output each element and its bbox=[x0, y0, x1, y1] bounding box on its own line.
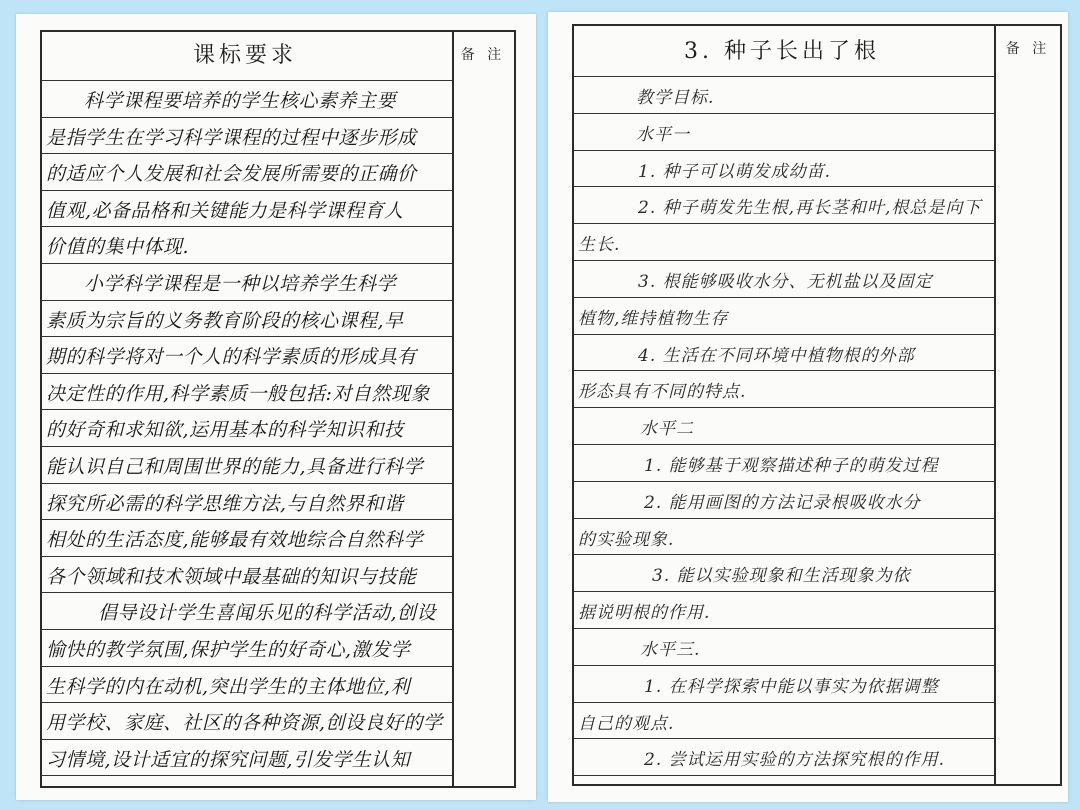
handwritten-line: 4. 生活在不同环境中植物根的外部 bbox=[638, 345, 915, 366]
handwritten-line: 用学校、家庭、社区的各种资源,创设良好的学 bbox=[46, 712, 443, 735]
ruled-line bbox=[42, 117, 452, 118]
handwritten-line: 相处的生活态度,能够最有效地综合自然科学 bbox=[46, 529, 424, 552]
ruled-line bbox=[574, 334, 994, 335]
handwritten-line: 2. 能用画图的方法记录根吸收水分 bbox=[644, 492, 921, 513]
ruled-line bbox=[42, 190, 452, 191]
ruled-line bbox=[42, 409, 452, 410]
handwritten-line: 价值的集中体现. bbox=[46, 236, 190, 259]
handwritten-line: 是指学生在学习科学课程的过程中逐步形成 bbox=[46, 126, 417, 149]
ruled-line bbox=[574, 150, 994, 151]
ruled-line bbox=[574, 113, 994, 114]
ruled-line bbox=[42, 300, 452, 301]
right-notes-column bbox=[994, 26, 996, 784]
ruled-line bbox=[42, 263, 452, 264]
ruled-line bbox=[42, 666, 452, 667]
handwritten-line: 生科学的内在动机,突出学生的主体地位,利 bbox=[46, 675, 411, 698]
left-notes-header: 备 注 bbox=[460, 47, 506, 63]
handwritten-line: 水平一 bbox=[636, 124, 690, 145]
handwritten-line: 习情境,设计适宜的探究问题,引发学生认知 bbox=[46, 748, 411, 771]
right-page-title: 3. 种子长出了根 bbox=[684, 39, 880, 64]
handwritten-line: 水平三. bbox=[640, 640, 701, 660]
ruled-line bbox=[574, 186, 994, 187]
handwritten-line: 能认识自己和周围世界的能力,具备进行科学 bbox=[46, 456, 424, 478]
handwritten-line: 愉快的教学氛围,保护学生的好奇心,激发学 bbox=[46, 639, 411, 661]
right-notebook-page bbox=[548, 12, 1068, 802]
ruled-line bbox=[42, 226, 452, 227]
ruled-line bbox=[574, 518, 994, 519]
ruled-line bbox=[42, 592, 452, 593]
ruled-line bbox=[42, 556, 452, 557]
handwritten-line: 2. 尝试运用实验的方法探究根的作用. bbox=[644, 750, 946, 771]
ruled-line bbox=[42, 702, 452, 703]
handwritten-line: 科学课程要培养的学生核心素养主要 bbox=[84, 90, 397, 112]
handwritten-line: 1. 能够基于观察描述种子的萌发过程 bbox=[644, 456, 939, 476]
ruled-line bbox=[574, 76, 994, 77]
ruled-line bbox=[42, 739, 452, 740]
left-notes-column bbox=[452, 32, 454, 786]
ruled-line bbox=[574, 738, 994, 739]
right-notes-header: 备 注 bbox=[1005, 41, 1051, 57]
handwritten-line: 教学目标. bbox=[636, 88, 715, 108]
ruled-line bbox=[574, 444, 994, 445]
ruled-line bbox=[574, 591, 994, 592]
ruled-line bbox=[42, 483, 452, 484]
handwritten-line: 1. 在科学探索中能以事实为依据调整 bbox=[644, 676, 939, 697]
handwritten-line: 2. 种子萌发先生根,再长茎和叶,根总是向下 bbox=[638, 198, 982, 219]
ruled-line bbox=[574, 775, 994, 776]
handwritten-line: 据说明根的作用. bbox=[578, 603, 711, 624]
handwritten-line: 各个领域和技术领域中最基础的知识与技能 bbox=[46, 565, 417, 588]
ruled-line bbox=[42, 446, 452, 447]
handwritten-line: 自己的观点. bbox=[578, 713, 675, 734]
ruled-line bbox=[574, 481, 994, 482]
handwritten-line: 探究所必需的科学思维方法,与自然界和谐 bbox=[46, 492, 404, 515]
ruled-line bbox=[42, 373, 452, 374]
ruled-line bbox=[574, 665, 994, 666]
handwritten-line: 的好奇和求知欲,运用基本的科学知识和技 bbox=[46, 419, 404, 442]
handwritten-line: 3. 根能够吸收水分、无机盐以及固定 bbox=[638, 272, 933, 292]
ruled-line bbox=[574, 407, 994, 408]
ruled-line bbox=[574, 223, 994, 224]
handwritten-line: 1. 种子可以萌发成幼苗. bbox=[638, 161, 832, 182]
handwritten-line: 的实验现象. bbox=[578, 529, 675, 550]
handwritten-line: 植物,维持植物生存 bbox=[578, 308, 729, 329]
handwritten-line: 素质为宗旨的义务教育阶段的核心课程,早 bbox=[46, 309, 404, 332]
ruled-line bbox=[574, 370, 994, 371]
ruled-line bbox=[574, 702, 994, 703]
ruled-line bbox=[42, 629, 452, 630]
handwritten-line: 形态具有不同的特点. bbox=[578, 382, 747, 403]
handwritten-line: 小学科学课程是一种以培养学生科学 bbox=[84, 273, 397, 295]
left-page-title: 课标要求 bbox=[192, 43, 297, 68]
handwritten-line: 倡导设计学生喜闻乐见的科学活动,创设 bbox=[98, 602, 437, 625]
handwritten-line: 3. 能以实验现象和生活现象为依 bbox=[652, 566, 911, 587]
handwritten-line: 决定性的作用,科学素质一般包括:对自然现象 bbox=[46, 382, 430, 405]
left-notebook-page bbox=[16, 14, 536, 800]
handwritten-line: 的适应个人发展和社会发展所需要的正确价 bbox=[46, 163, 417, 186]
handwritten-line: 值观,必备品格和关键能力是科学课程育人 bbox=[46, 199, 404, 222]
handwritten-line: 水平二 bbox=[640, 419, 694, 440]
handwritten-line: 生长. bbox=[578, 235, 621, 256]
ruled-line bbox=[42, 336, 452, 337]
ruled-line bbox=[42, 80, 452, 81]
ruled-line bbox=[574, 628, 994, 629]
ruled-line bbox=[574, 297, 994, 298]
handwritten-line: 期的科学将对一个人的科学素质的形成具有 bbox=[46, 346, 417, 369]
ruled-line bbox=[42, 519, 452, 520]
ruled-line bbox=[42, 775, 452, 776]
ruled-line bbox=[574, 260, 994, 261]
ruled-line bbox=[42, 153, 452, 154]
ruled-line bbox=[574, 554, 994, 555]
